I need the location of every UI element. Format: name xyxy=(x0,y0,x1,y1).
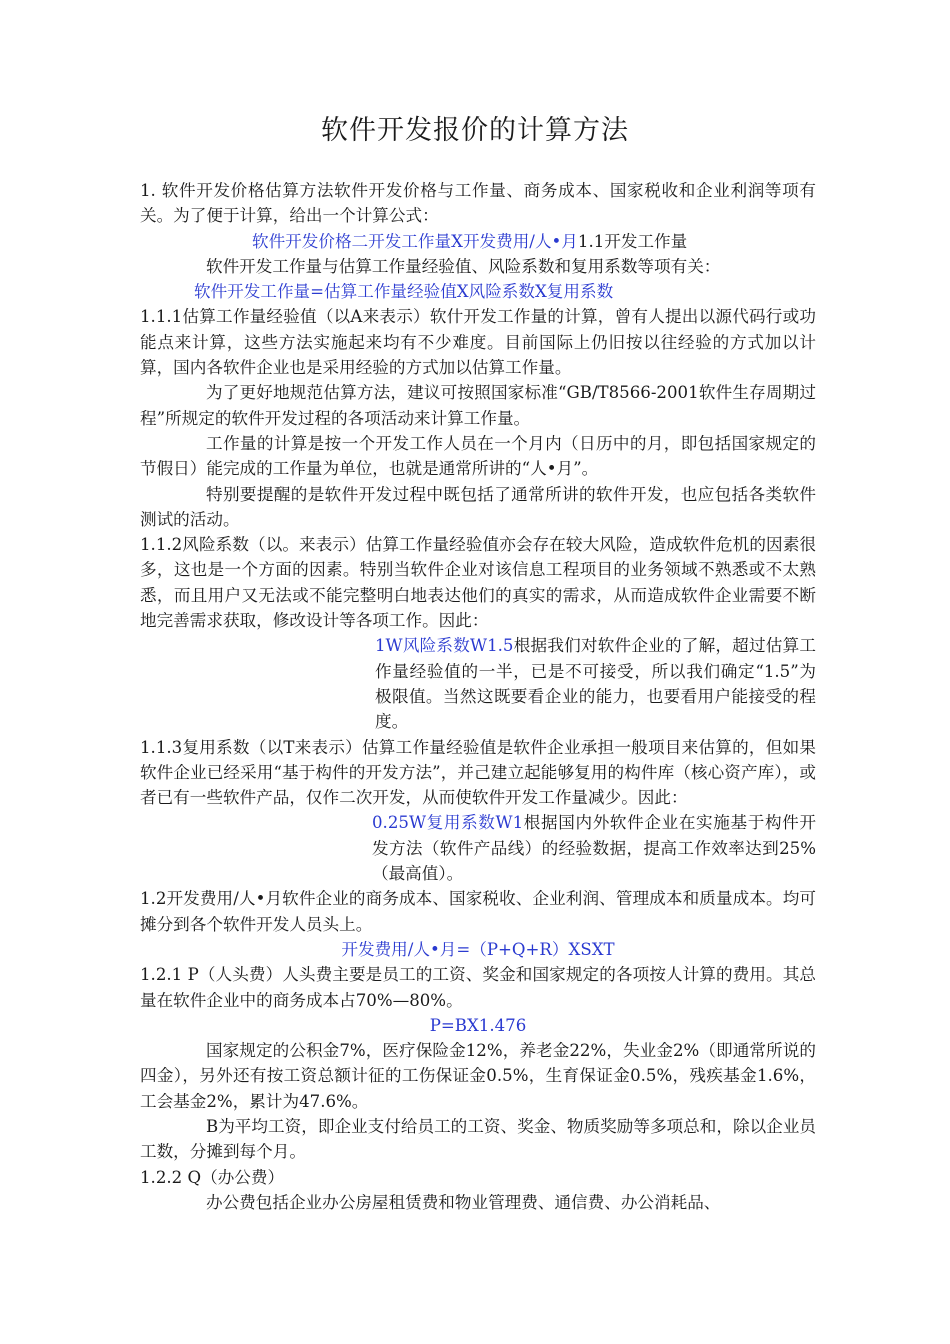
formula-workload: 软件开发工作量=估算工作量经验值X风险系数X复用系数 xyxy=(194,282,614,302)
paragraph-intro: 1. 软件开发价格估算方法软件开发价格与工作量、商务成本、国家税收和企业利润等项有关。为了便于计算，给出一个计算公式： xyxy=(140,181,816,226)
paragraph-workload: 软件开发工作量与估算工作量经验值、风险系数和复用系数等项有关： xyxy=(206,256,721,276)
formula-risk: 1W风险系数W1.5 xyxy=(375,636,514,656)
formula-p: P=BX1.476 xyxy=(429,1015,527,1035)
formula-cost: 开发费用/人•月=（P+Q+R）XSXT xyxy=(341,939,615,959)
formula-line-risk xyxy=(140,633,816,734)
formula-reuse: 0.25W复用系数W1 xyxy=(372,813,524,833)
paragraph-office-cost: 办公费包括企业办公房屋租赁费和物业管理费、通信费、办公消耗品、 xyxy=(206,1192,721,1212)
paragraph-person-month: 工作量的计算是按一个开发工作人员在一个月内（日历中的月，即包括国家规定的节假日）能完成的工作量为单位，也就是通常所讲的“人•月”。 xyxy=(140,433,816,479)
formula-line-reuse xyxy=(140,810,816,886)
formula-line-price xyxy=(140,229,816,254)
paragraph-avg-salary: B为平均工资，即企业支付给员工的工资、奖金、物质奖励等多项总和，除以企业员工数，分摊到每个月。 xyxy=(140,1116,816,1162)
paragraph-risk-explain: 根据我们对软件企业的了解，超过估算工作量经验值的一半，已是不可接受，所以我们确定“1.5”为极限值。当然这既要看企业的能力，也要看用户能接受的程度。 xyxy=(375,636,817,732)
paragraph-1-1-1: 1.1.1估算工作量经验值（以A来表示）软什开发工作量的计算，曾有人提出以源代码行或功能点来计算，这些方法实施起来均有不少难度。目前国际上仍旧按以往经验的方式加以计算，国内各软件企业也是采用经验的方式加以估算工作量。 xyxy=(140,307,816,378)
document-body xyxy=(140,178,816,1215)
paragraph-reuse-explain: 根据国内外软件企业在实施基于构件开发方法（软件产品线）的经验数据，提高工作效率达到25%（最高值）。 xyxy=(372,813,816,884)
paragraph-four-funds: 国家规定的公积金7%，医疗保险金12%，养老金22%，失业金2%（即通常所说的四金），另外还有按工资总额计征的工伤保证金0.5%，生育保证金0.5%，残疾基金1.6%，工会基金2%，累计为47.6%。 xyxy=(140,1041,816,1111)
paragraph-1-1-3: 1.1.3复用系数（以T来表示）估算工作量经验值是软件企业承担一般项目来估算的，但如果软件企业已经采用“基于构件的开发方法”，并己建立起能够复用的构件库（核心资产库），或者已有一些软件产品，仅作二次开发，从而使软件开发工作量减少。因此： xyxy=(140,737,816,808)
document-title: 软件开发报价的计算方法 xyxy=(321,115,629,146)
paragraph-testing: 特别要提醒的是软件开发过程中既包括了通常所讲的软件开发，也应包括各类软件测试的活动。 xyxy=(140,484,816,529)
section-heading-1-2-2: 1.2.2 Q（办公费） xyxy=(140,1167,285,1187)
section-heading-1-1: 1.1开发工作量 xyxy=(577,231,688,251)
paragraph-1-2-1: 1.2.1 P（人头费）人头费主要是员工的工资、奖金和国家规定的各项按人计算的费用。其总量在软件企业中的商务成本占70%—80%。 xyxy=(140,965,816,1010)
paragraph-1-2: 1.2开发费用/人•月软件企业的商务成本、国家税收、企业利润、管理成本和质量成本。均可摊分到各个软件开发人员头上。 xyxy=(140,889,816,934)
paragraph-standard: 为了更好地规范估算方法，建议可按照国家标准“GB/T8566-2001软件生存周期过程”所规定的软件开发过程的各项活动来计算工作量。 xyxy=(140,383,816,428)
formula-price: 软件开发价格二开发工作量X开发费用/人•月 xyxy=(252,231,578,251)
paragraph-1-1-2: 1.1.2风险系数（以。来表示）估算工作量经验值亦会存在较大风险，造成软件危机的因素很多，这也是一个方面的因素。特别当软件企业对该信息工程项目的业务领域不熟悉或不太熟悉，而且用户又无法或不能完整明白地表达他们的真实的需求，从而造成软件企业需要不断地完善需求获取，修改设计等各项工作。因此： xyxy=(140,535,816,631)
